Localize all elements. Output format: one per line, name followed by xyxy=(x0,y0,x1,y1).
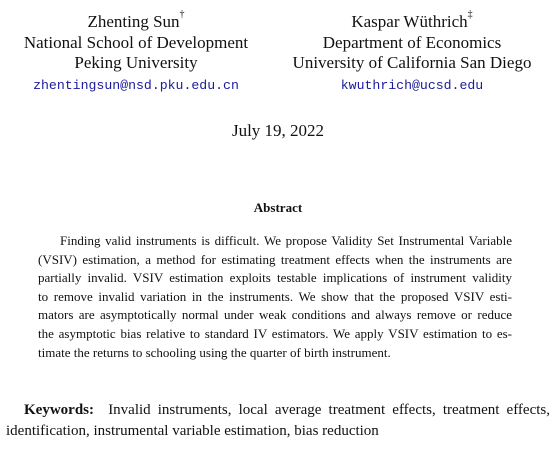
abstract-line: partially invalid. VSIV estimation exploits testable implications of instrument validity xyxy=(38,270,512,286)
keywords-line xyxy=(6,400,550,421)
abstract-line: mators are asymptotically normal under weak conditions and always remove or reduce xyxy=(38,307,512,323)
abstract-heading: Abstract xyxy=(253,200,303,215)
keywords-list: Invalid instruments, local average treatment effects, treatment effects, xyxy=(108,402,551,418)
abstract-line: to remove invalid variation in the instruments. We show that the proposed VSIV esti- xyxy=(38,288,512,304)
abstract-line: timate the returns to schooling using the quarter of birth instrument. xyxy=(38,344,391,360)
author-affiliation: Department of Economics xyxy=(322,32,502,52)
author-institution: University of California San Diego xyxy=(292,53,532,72)
publication-date: July 19, 2022 xyxy=(231,121,325,140)
keywords-label: Keywords: xyxy=(24,402,94,418)
author-block-sun xyxy=(2,9,270,96)
keywords-list-continued: identification, instrumental variable estimation, bias reduction xyxy=(6,423,379,439)
abstract-line: Finding valid instruments is difficult. We propose Validity Set Instrumental Variable xyxy=(60,233,512,248)
abstract-line: the asymptotic bias relative to standard IV estimators. We apply VSIV estimation to es- xyxy=(38,325,512,341)
abstract-text xyxy=(38,232,512,362)
abstract-line: (VSIV) estimation, a method for estimating treatment effects when the instruments are xyxy=(38,251,512,267)
author-block-wuthrich xyxy=(268,9,556,96)
author-affiliation: National School of Development xyxy=(23,32,249,52)
author-name: Zhenting Sun† xyxy=(87,9,185,31)
footnote-mark: ‡ xyxy=(467,9,473,20)
author-email[interactable]: zhentingsun@nsd.pku.edu.cn xyxy=(33,77,239,93)
footnote-mark: † xyxy=(179,9,185,20)
author-institution: Peking University xyxy=(74,53,198,72)
author-name: Kaspar Wüthrich‡ xyxy=(351,9,473,31)
keywords-section xyxy=(6,400,550,442)
author-email[interactable]: kwuthrich@ucsd.edu xyxy=(340,77,484,93)
